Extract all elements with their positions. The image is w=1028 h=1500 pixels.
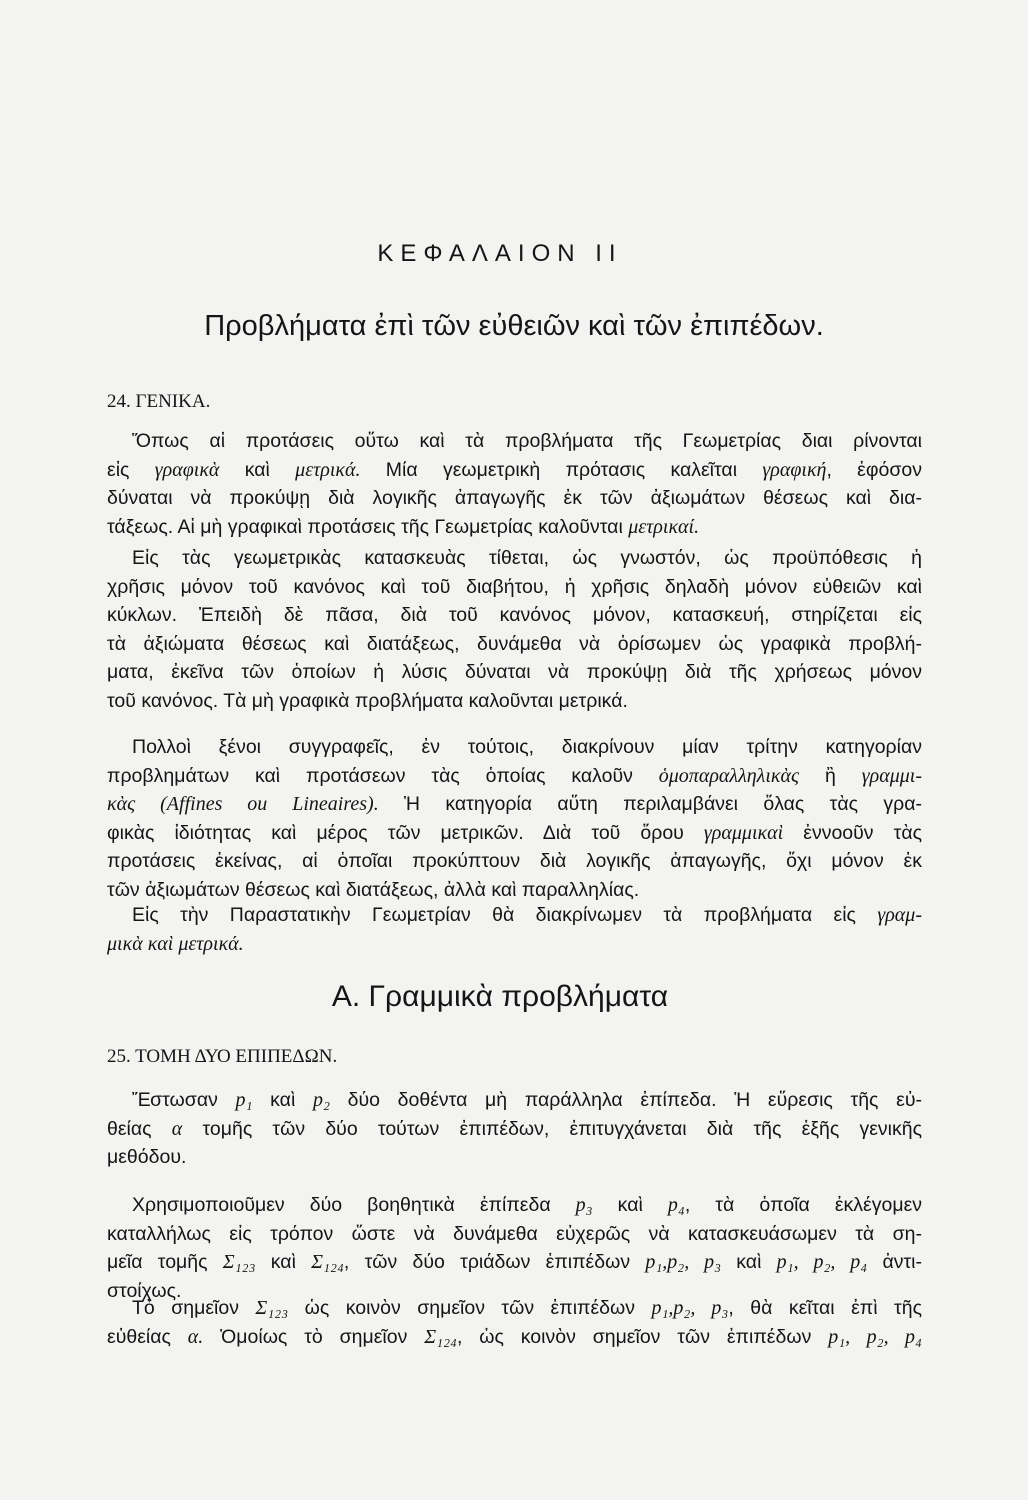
text-segment: Πολλοὶ ξένοι συγγραφεῖς, ἐν τούτοις, διακρίνουν μίαν τρίτην κατηγορίαν: [132, 736, 922, 758]
text-line: [107, 601, 922, 630]
italic-text: p₁,p₂, p₃: [651, 1297, 729, 1319]
text-line: [107, 762, 922, 791]
italic-text: γραφικὰ: [154, 458, 220, 481]
text-segment: θείας: [107, 1117, 172, 1140]
italic-text: p₂: [312, 1089, 330, 1111]
text-line: [107, 790, 922, 819]
text-segment: καὶ: [592, 1194, 668, 1216]
text-segment: εἰς: [107, 458, 155, 481]
text-segment: Ἡ κατηγορία αὕτη περιλαμβάνει ὅλας τὰς γρα-: [378, 793, 922, 816]
text-segment: Τὸ σημεῖον: [132, 1297, 256, 1319]
paragraph: [107, 1294, 922, 1351]
text-segment: τοῦ κανόνος. Τὰ μὴ γραφικὰ προβλήματα καλοῦνται μετρικά.: [107, 689, 628, 712]
text-segment: Ὅπως αἱ προτάσεις οὕτω καὶ τὰ προβλήματα τῆς Γεωμετρίας διαι ρίνονται: [132, 430, 922, 452]
italic-text: p₁,p₂, p₃: [645, 1251, 722, 1274]
text-segment: Χρησιμοποιοῦμεν δύο βοηθητικὰ ἐπίπεδα: [132, 1194, 576, 1216]
text-segment: φικὰς ἰδιότητας καὶ μέρος τῶν μετρικῶν. Διὰ τοῦ ὅρου: [107, 821, 704, 844]
section-heading-24: 24. ΓΕΝΙΚΑ.: [107, 391, 211, 412]
italic-text: p₁: [235, 1089, 253, 1111]
italic-text: p₁, p₂, p₄: [828, 1325, 922, 1348]
text-line: [107, 630, 922, 659]
text-line: [107, 456, 922, 485]
text-line: [107, 847, 922, 876]
text-segment: , τὰ ὁποῖα ἐκλέγομεν: [684, 1194, 923, 1216]
text-segment: καὶ: [252, 1089, 313, 1111]
paragraph: [107, 544, 922, 716]
paragraph: [107, 427, 922, 541]
text-segment: ἐννοοῦν τὰς: [783, 821, 922, 844]
italic-text: Σ₁₂₃: [222, 1251, 256, 1274]
text-segment: εὐθείας: [107, 1325, 188, 1348]
italic-text: μικὰ καὶ μετρικά.: [107, 932, 244, 955]
text-line: [107, 573, 922, 602]
italic-text: Σ₁₂₄: [311, 1251, 344, 1274]
chapter-title: ΚΕΦΑΛΑΙΟΝ ΙΙ: [377, 240, 623, 267]
chapter-heading: Προβλήματα ἐπὶ τῶν εὐθειῶν καὶ τῶν ἐπιπέδων.: [204, 310, 824, 342]
italic-text: α.: [187, 1325, 204, 1348]
text-segment: τομῆς τῶν δύο τούτων ἐπιπέδων, ἐπιτυγχάνεται διὰ τῆς ἑξῆς γενικῆς: [182, 1117, 923, 1140]
section-heading-25: 25. ΤΟΜΗ ΔΥΟ ΕΠΙΠΕΔΩΝ.: [107, 1046, 338, 1067]
italic-text: γραμμικαὶ: [703, 821, 784, 844]
text-segment: ἢ: [799, 764, 862, 787]
italic-text: p₃: [575, 1194, 593, 1216]
text-line: [107, 1248, 922, 1277]
paragraph: [107, 1191, 922, 1305]
text-segment: χρῆσις μόνον τοῦ κανόνος καὶ τοῦ διαβήτου, ἡ χρῆσις δηλαδὴ μόνον εὐθειῶν καὶ: [107, 575, 922, 598]
text-line: [107, 513, 922, 542]
text-segment: δύναται νὰ προκύψῃ διὰ λογικῆς ἀπαγωγῆς ἐκ τῶν ἀξιωμάτων θέσεως καὶ δια-: [107, 487, 922, 510]
text-segment: , τῶν δύο τριάδων ἐπιπέδων: [343, 1251, 646, 1274]
text-line: [107, 544, 922, 573]
text-line: [107, 1143, 922, 1172]
text-segment: ὡς κοινὸν σημεῖον τῶν ἐπιπέδων: [288, 1297, 652, 1319]
text-line: [107, 819, 922, 848]
text-line: [107, 901, 922, 930]
italic-text: α: [171, 1117, 183, 1140]
italic-text: Σ₁₂₃: [255, 1297, 289, 1319]
text-segment: τάξεως. Αἱ μὴ γραφικαὶ προτάσεις τῆς Γεωμετρίας καλοῦνται: [107, 515, 629, 538]
text-line: [107, 1086, 922, 1115]
text-segment: τὰ ἀξιώματα θέσεως καὶ διατάξεως, δυνάμεθα νὰ ὁρίσωμεν ὡς γραφικὰ προβλή-: [107, 632, 922, 655]
section-a-title: Α. Γραμμικὰ προβλήματα: [331, 980, 669, 1013]
italic-text: ὁμοπαραλληλικὰς: [658, 764, 800, 787]
text-segment: Ἔστωσαν: [132, 1089, 236, 1111]
text-segment: μεθόδου.: [107, 1146, 187, 1169]
paragraph: [107, 733, 922, 905]
text-segment: δύο δοθέντα μὴ παράλληλα ἐπίπεδα. Ἡ εὕρεσις τῆς εὐ-: [329, 1089, 922, 1111]
text-segment: καὶ: [721, 1251, 777, 1274]
text-line: [107, 484, 922, 513]
text-line: [107, 687, 922, 716]
text-segment: καὶ: [255, 1251, 312, 1274]
text-line: [107, 427, 922, 456]
text-segment: Εἰς τὰς γεωμετρικὰς κατασκευὰς τίθεται, ὡς γνωστόν, ὡς προϋπόθεσις ἡ: [132, 547, 922, 569]
italic-text: γραμμι-: [861, 764, 922, 787]
text-segment: Εἰς τὴν Παραστατικὴν Γεωμετρίαν θὰ διακρίνωμεν τὰ προβλήματα εἰς: [132, 904, 878, 926]
italic-text: p₄: [667, 1194, 685, 1216]
text-segment: κύκλων. Ἐπειδὴ δὲ πᾶσα, διὰ τοῦ κανόνος μόνον, κατασκευή, στηρίζεται εἰς: [107, 604, 922, 627]
text-segment: προτάσεις ἐκείνας, αἱ ὁποῖαι προκύπτουν διὰ λογικῆς ἀπαγωγῆς, ὄχι μόνον ἐκ: [107, 850, 922, 873]
italic-text: κὰς (Affines ou Lineaires).: [107, 793, 379, 816]
italic-text: p₁, p₂, p₄: [776, 1251, 868, 1274]
text-line: [107, 1115, 922, 1144]
text-segment: καταλλήλως εἰς τρόπον ὥστε νὰ δυνάμεθα εὐχερῶς νὰ κατασκευάσωμεν τὰ ση-: [107, 1222, 922, 1245]
text-segment: μεῖα τομῆς: [107, 1251, 223, 1274]
text-segment: προβλημάτων καὶ προτάσεων τὰς ὁποίας καλοῦν: [107, 764, 659, 787]
text-segment: στοίχως.: [107, 1279, 182, 1302]
italic-text: Σ₁₂₄: [424, 1325, 457, 1348]
paragraph: [107, 1086, 922, 1172]
text-line: [107, 1191, 922, 1220]
text-segment: , θὰ κεῖται ἐπὶ τῆς: [728, 1297, 922, 1319]
text-segment: ματα, ἐκεῖνα τῶν ὁποίων ἡ λύσις δύναται νὰ προκύψῃ διὰ τῆς χρήσεως μόνον: [107, 661, 922, 684]
italic-text: μετρικά.: [295, 458, 361, 481]
text-segment: , ὡς κοινὸν σημεῖον τῶν ἐπιπέδων: [456, 1325, 829, 1348]
text-line: [107, 1220, 922, 1249]
text-line: [107, 658, 922, 687]
text-segment: καὶ: [219, 458, 296, 481]
text-segment: ἀντι-: [867, 1251, 923, 1274]
text-segment: , ἐφόσον: [826, 458, 922, 481]
text-line: [107, 1294, 922, 1323]
text-segment: τῶν ἀξιωμάτων θέσεως καὶ διατάξεως, ἀλλὰ καὶ παραλληλίας.: [107, 878, 640, 901]
text-segment: Μία γεωμετρικὴ πρότασις καλεῖται: [360, 458, 763, 481]
text-line: [107, 930, 922, 959]
italic-text: γραμ-: [877, 904, 922, 926]
italic-text: μετρικαί.: [628, 515, 700, 538]
text-segment: Ὁμοίως τὸ σημεῖον: [203, 1325, 425, 1348]
text-line: [107, 733, 922, 762]
paragraph: [107, 901, 922, 958]
text-line: [107, 1323, 922, 1352]
italic-text: γραφική: [762, 458, 827, 481]
